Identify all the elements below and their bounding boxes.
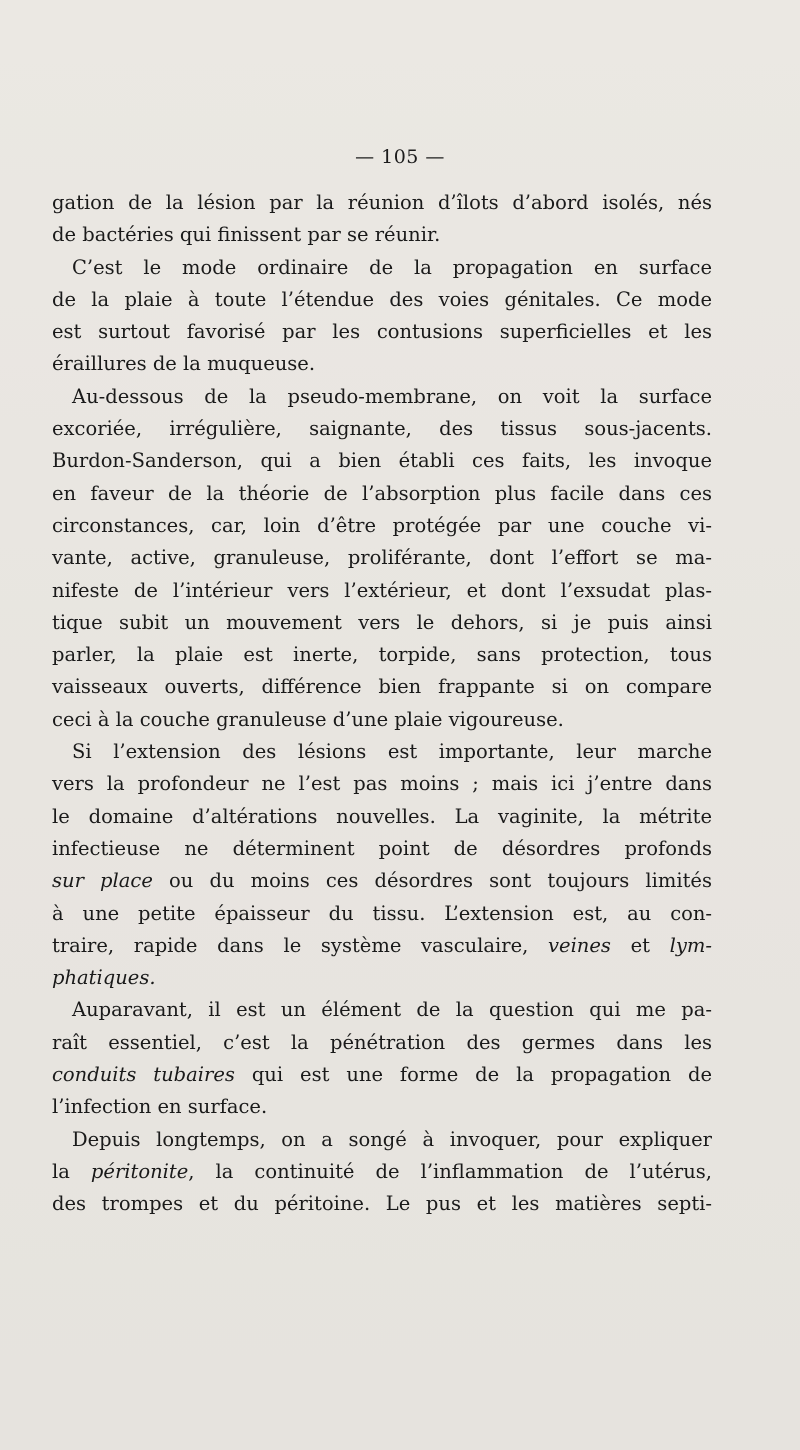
text-segment: ou du moins ces désordres sont toujours limités [152, 869, 712, 893]
page-number: — 105 — [355, 146, 445, 168]
text-line-l1 [52, 187, 712, 219]
text-segment: Si l’extension des lésions est importante, leur marche [72, 740, 712, 764]
text-line-l32 [52, 1188, 712, 1220]
text-line-l13 [52, 575, 712, 607]
text-segment: vers la profondeur ne l’est pas moins ; mais ici j’entre dans [52, 772, 712, 796]
text-line-l28 [52, 1059, 712, 1091]
text-segment: nifeste de l’intérieur vers l’extérieur, et dont l’exsudat plas- [52, 578, 712, 602]
text-line-l23 [52, 898, 712, 930]
text-line-l11 [52, 510, 712, 542]
text-line-l18 [52, 736, 712, 768]
text-line-l15 [52, 639, 712, 671]
body-text [52, 187, 712, 1221]
text-line-l30 [52, 1124, 712, 1156]
text-line-l3 [52, 252, 712, 284]
text-segment: circonstances, car, loin d’être protégée par une couche vi- [52, 513, 712, 537]
text-segment: raît essentiel, c’est la pénétration des germes dans les [52, 1030, 712, 1054]
text-line-l10 [52, 478, 712, 510]
text-line-l31 [52, 1156, 712, 1188]
text-segment: des trompes et du péritoine. Le pus et les matières septi- [52, 1192, 712, 1216]
text-line-l29 [52, 1091, 712, 1123]
text-segment: infectieuse ne déterminent point de désordres profonds [52, 836, 712, 860]
text-line-l17 [52, 704, 712, 736]
text-line-l16 [52, 671, 712, 703]
text-line-l8 [52, 413, 712, 445]
text-segment: ceci à la couche granuleuse d’une plaie vigoureuse. [52, 707, 564, 731]
text-segment: vante, active, granuleuse, proliférante, dont l’effort se ma- [52, 546, 712, 570]
text-segment: excoriée, irrégulière, saignante, des tissus sous-jacents. [52, 417, 712, 441]
text-line-l22 [52, 865, 712, 897]
text-line-l21 [52, 833, 712, 865]
text-line-l25 [52, 962, 712, 994]
text-line-l20 [52, 801, 712, 833]
text-line-l5 [52, 316, 712, 348]
text-segment: vaisseaux ouverts, différence bien frappante si on compare [52, 675, 712, 699]
text-segment: C’est le mode ordinaire de la propagation en surface [72, 255, 712, 279]
text-segment: tique subit un mouvement vers le dehors, si je puis ainsi [52, 610, 712, 634]
text-segment: Auparavant, il est un élément de la question qui me pa- [72, 998, 712, 1022]
italic-text: lym- [669, 933, 712, 957]
text-segment: , la continuité de l’inflammation de l’utérus, [188, 1159, 712, 1183]
text-line-l19 [52, 768, 712, 800]
text-segment: Au-dessous de la pseudo-membrane, on voit la surface [72, 384, 712, 408]
text-segment: éraillures de la muqueuse. [52, 352, 316, 376]
italic-text: conduits tubaires [52, 1063, 235, 1087]
text-segment: de bactéries qui finissent par se réunir. [52, 223, 441, 247]
text-line-l7 [52, 381, 712, 413]
text-line-l12 [52, 542, 712, 574]
text-line-l2 [52, 219, 712, 251]
text-line-l9 [52, 445, 712, 477]
italic-text: phatiques. [52, 966, 156, 990]
text-segment: de la plaie à toute l’étendue des voies génitales. Ce mode [52, 287, 712, 311]
text-segment: Depuis longtemps, on a songé à invoquer, pour expliquer [72, 1127, 712, 1151]
text-line-l26 [52, 994, 712, 1026]
text-segment: est surtout favorisé par les contusions superficielles et les [52, 320, 712, 344]
text-segment: parler, la plaie est inerte, torpide, sans protection, tous [52, 643, 712, 667]
italic-text: péritonite [90, 1159, 189, 1183]
italic-text: veines [548, 933, 611, 957]
text-segment: à une petite épaisseur du tissu. L’extension est, au con- [52, 901, 712, 925]
text-line-l4 [52, 284, 712, 316]
text-segment: le domaine d’altérations nouvelles. La vaginite, la métrite [52, 804, 712, 828]
text-segment: Burdon-Sanderson, qui a bien établi ces faits, les invoque [52, 449, 712, 473]
text-line-l27 [52, 1027, 712, 1059]
text-line-l24 [52, 930, 712, 962]
text-line-l14 [52, 607, 712, 639]
text-segment: la [52, 1159, 91, 1183]
text-segment: gation de la lésion par la réunion d’îlots d’abord isolés, nés [52, 191, 712, 214]
text-segment: et [610, 933, 670, 957]
italic-text: sur place [52, 869, 153, 893]
text-line-l6 [52, 348, 712, 380]
text-segment: l’infection en surface. [52, 1095, 268, 1119]
text-segment: en faveur de la théorie de l’absorption plus facile dans ces [52, 481, 712, 505]
text-segment: traire, rapide dans le système vasculaire, [52, 933, 549, 957]
text-segment: qui est une forme de la propagation de [234, 1063, 712, 1087]
